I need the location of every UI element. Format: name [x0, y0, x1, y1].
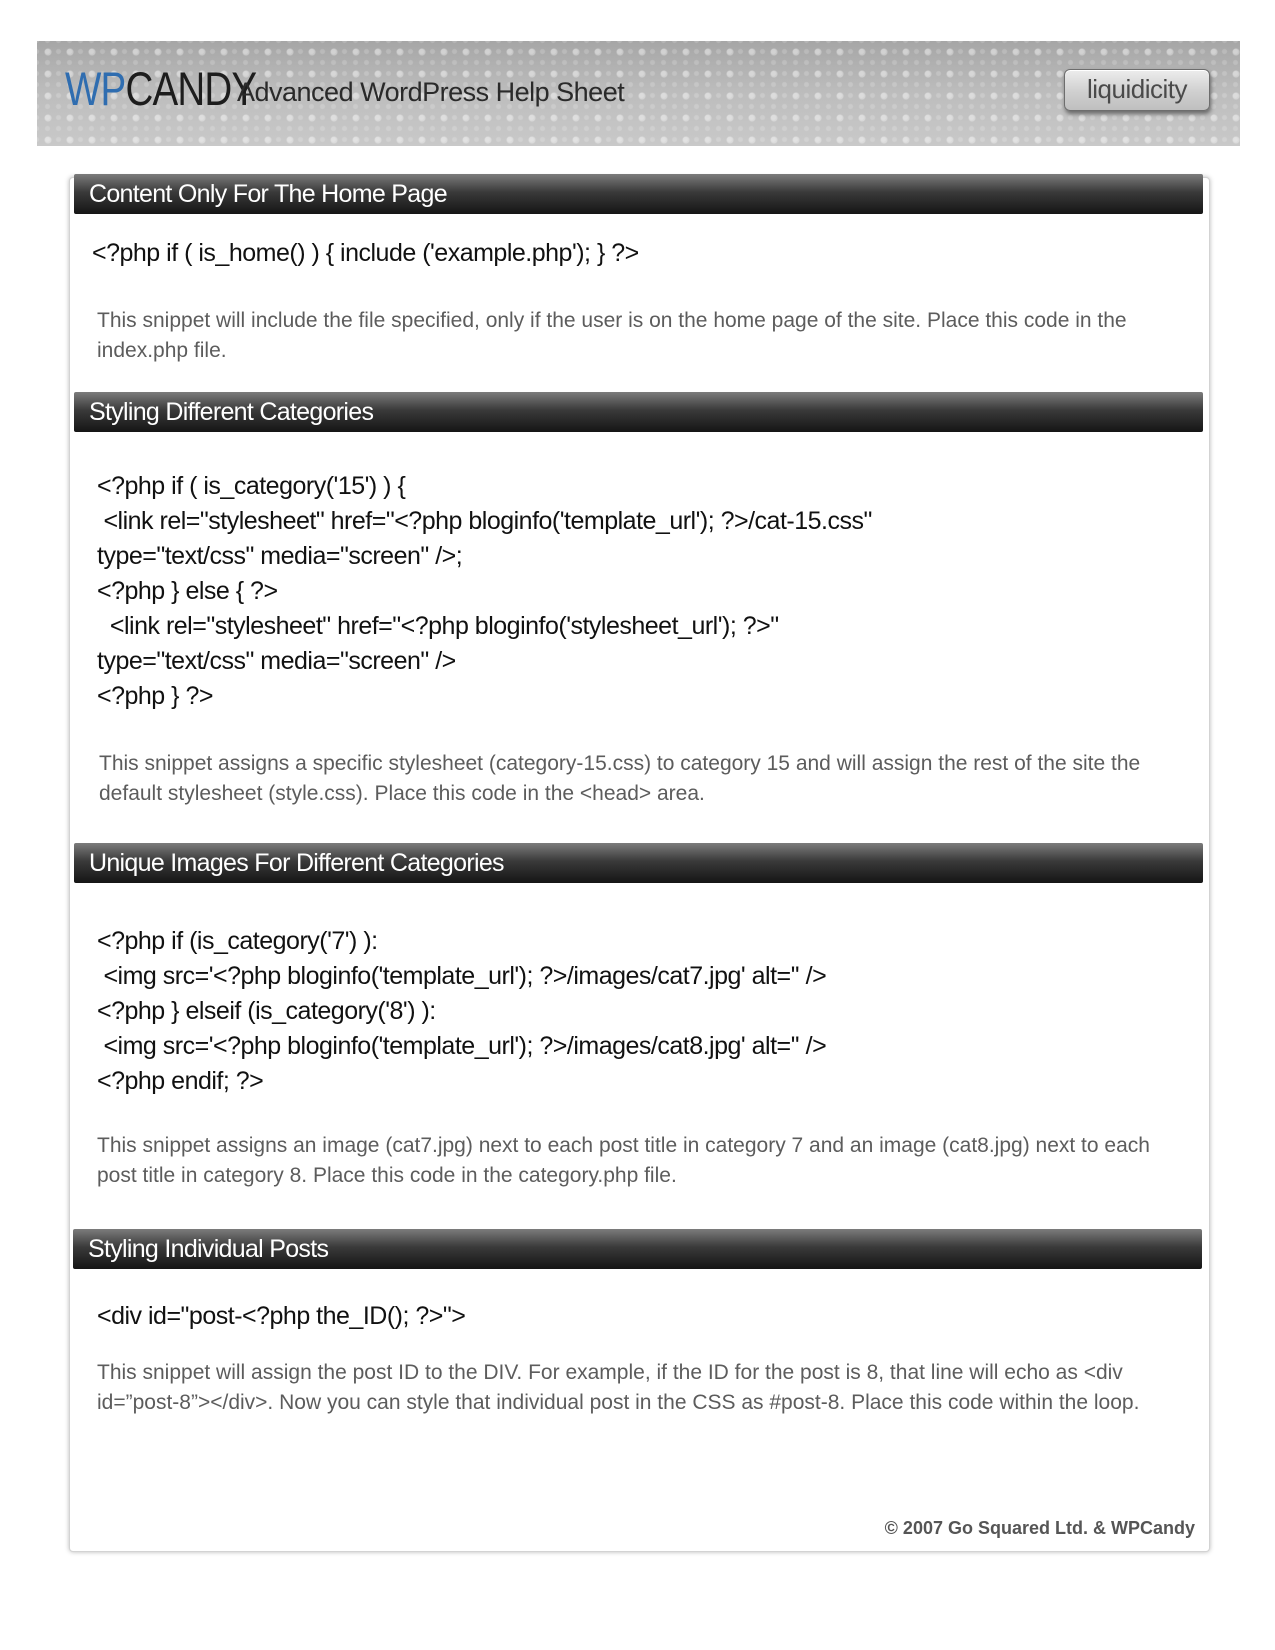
description-home-page: This snippet will include the file specified, only if the user is on the home page of the site. Place this code in the index.php file. [97, 309, 1127, 362]
code-line: <?php if ( is_home() ) { include ('example.php'); } ?> [92, 239, 639, 267]
header-banner [37, 41, 1240, 146]
code-line: <img src='<?php bloginfo('template_url'); ?>/images/cat8.jpg' alt='' /> [97, 1032, 827, 1060]
code-block-unique-images [97, 924, 826, 1099]
code-line: <div id="post-<?php the_ID(); ?>"> [97, 1302, 466, 1330]
code-line: <link rel="stylesheet" href="<?php bloginfo('template_url'); ?>/cat-15.css" [97, 507, 872, 535]
code-line: <?php if ( is_category('15') ) { [97, 472, 406, 500]
description-styling-categories: This snippet assigns a specific stylesheet (category-15.css) to category 15 and will assign the rest of the site the default stylesheet (style.css). Place this code in the <head> area. [99, 752, 1141, 805]
code-line: <?php } ?> [97, 682, 213, 710]
code-line: <?php } elseif (is_category('8') ): [97, 997, 436, 1025]
code-line: <link rel="stylesheet" href="<?php bloginfo('stylesheet_url'); ?>" [97, 612, 779, 640]
code-block-home-page [92, 236, 639, 271]
copyright-notice: © 2007 Go Squared Ltd. & WPCandy [884, 1518, 1195, 1538]
code-block-individual-posts [97, 1299, 465, 1334]
description-individual-posts: This snippet will assign the post ID to the DIV. For example, if the ID for the post is 8, that line will echo as <div id=”post-8”></div>. Now you can style that individual post in the CSS as #post-8. Place this code within the loop. [97, 1361, 1140, 1414]
logo-wp-text: WP [65, 62, 126, 115]
code-line: <img src='<?php bloginfo('template_url'); ?>/images/cat7.jpg' alt='' /> [97, 962, 827, 990]
code-line: type="text/css" media="screen" /> [97, 647, 456, 675]
content-card [69, 177, 1210, 1552]
code-line: <?php endif; ?> [97, 1067, 264, 1095]
code-block-styling-categories [97, 469, 872, 714]
code-line: <?php if (is_category('7') ): [97, 927, 378, 955]
section-header-home-page: Content Only For The Home Page [74, 174, 1203, 214]
code-line: type="text/css" media="screen" />; [97, 542, 463, 570]
sheet-title: Advanced WordPress Help Sheet [237, 77, 625, 107]
wpcandy-logo [65, 63, 256, 115]
liquidicity-badge: liquidicity [1064, 69, 1210, 111]
description-unique-images: This snippet assigns an image (cat7.jpg) next to each post title in category 7 and an image (cat8.jpg) next to each post title in category 8. Place this code in the category.php file. [97, 1134, 1150, 1187]
section-header-individual-posts: Styling Individual Posts [73, 1229, 1202, 1269]
section-header-styling-categories: Styling Different Categories [74, 392, 1203, 432]
code-line: <?php } else { ?> [97, 577, 278, 605]
section-header-unique-images: Unique Images For Different Categories [74, 843, 1203, 883]
logo-candy-text: CANDY [125, 62, 257, 115]
